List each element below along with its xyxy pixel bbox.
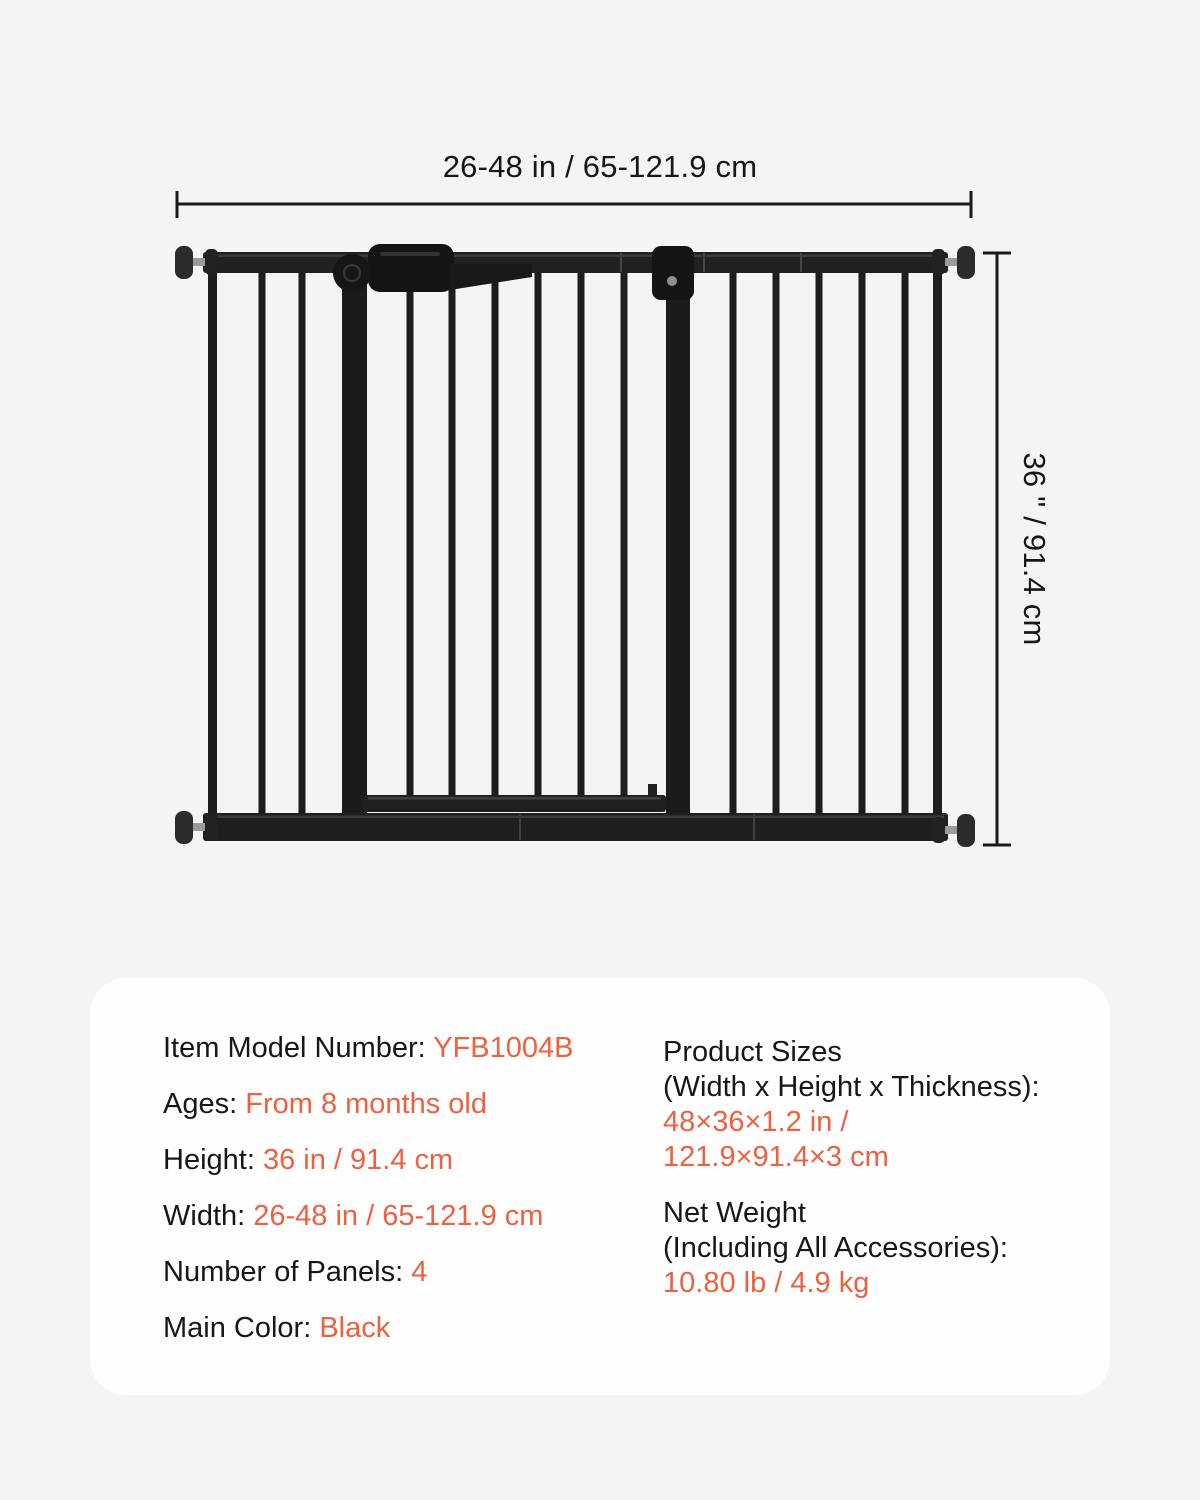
gate-posts: [342, 256, 690, 840]
spec-row-height: [163, 1143, 574, 1177]
spec-block-net-weight: [663, 1196, 1040, 1301]
spec-row-ages: [163, 1087, 574, 1121]
spec-label: Main Color:: [163, 1312, 312, 1344]
spec-value: Black: [319, 1312, 391, 1344]
knob-top-right: [932, 246, 975, 279]
knob-top-left: [175, 246, 218, 279]
gate-hinge-bracket: [652, 246, 694, 300]
pressure-mount-knobs: [175, 246, 975, 847]
spec-block-product-sizes: [663, 1035, 1040, 1175]
spec-row-width: [163, 1199, 574, 1233]
spec-list-left: [163, 1031, 574, 1345]
spec-label: Width:: [163, 1200, 246, 1232]
spec-panel: [90, 978, 1110, 1395]
gate-hinge-disc: [333, 254, 371, 292]
knob-bottom-left: [175, 811, 218, 844]
gate-bottom-rail: [203, 813, 948, 841]
knob-bottom-right: [932, 814, 975, 847]
height-dimension-label: 36 " / 91.4 cm: [1017, 452, 1052, 646]
spec-value-line: 10.80 lb / 4.9 kg: [663, 1267, 870, 1299]
gate-bars: [208, 260, 942, 822]
spec-label: Ages:: [163, 1088, 238, 1120]
spec-value: 26-48 in / 65-121.9 cm: [253, 1200, 544, 1232]
spec-label: Item Model Number:: [163, 1032, 426, 1064]
spec-label: Number of Panels:: [163, 1256, 404, 1288]
gate-top-rail: [203, 252, 948, 273]
spec-value: YFB1004B: [433, 1032, 574, 1064]
spec-row-color: [163, 1311, 574, 1345]
spec-value: 36 in / 91.4 cm: [262, 1144, 454, 1176]
spec-value: From 8 months old: [245, 1088, 487, 1120]
spec-row-model: [163, 1031, 574, 1065]
spec-label-line: (Width x Height x Thickness):: [663, 1071, 1040, 1103]
gate-handle: [368, 244, 532, 292]
spec-list-right: [663, 1035, 1040, 1322]
spec-label-line: Net Weight: [663, 1197, 806, 1229]
spec-label-line: (Including All Accessories):: [663, 1232, 1008, 1264]
spec-value-line: 48×36×1.2 in /: [663, 1106, 849, 1138]
spec-row-panels: [163, 1255, 574, 1289]
width-dimension-label: 26-48 in / 65-121.9 cm: [442, 149, 758, 184]
spec-label-line: Product Sizes: [663, 1036, 842, 1068]
spec-value-line: 121.9×91.4×3 cm: [663, 1141, 889, 1173]
spec-label: Height:: [163, 1144, 255, 1176]
spec-value: 4: [411, 1256, 428, 1288]
